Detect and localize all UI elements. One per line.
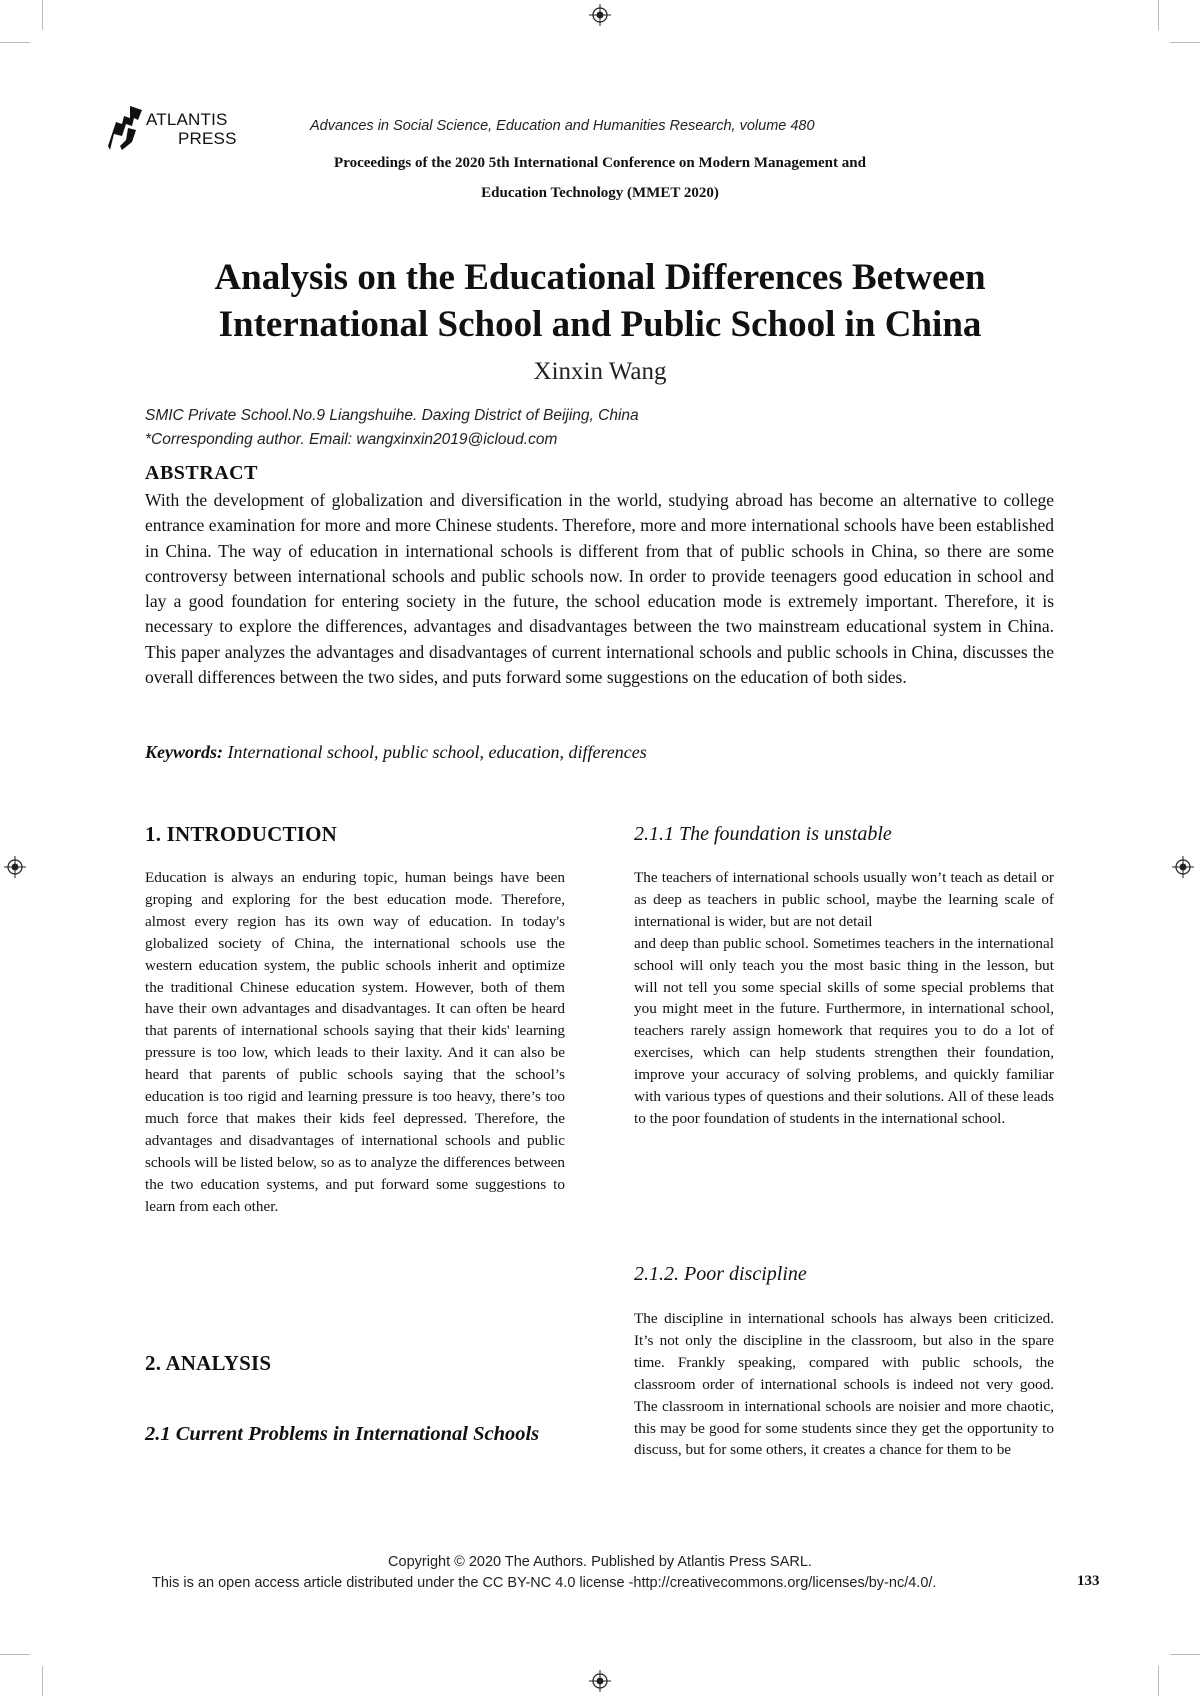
author-name: Xinxin Wang	[533, 358, 667, 385]
section-2-1-heading: 2.1 Current Problems in International Schools	[145, 1423, 540, 1445]
section-2-1-1-text-b: and deep than public school. Sometimes teachers in the international school will only teach you the most basic thing in the lesson, but will not tell you some special skills of some special problems that you might meet in the future. Furthermore, in international school, teachers rarely assign homework that requires you to do a lot of exercises, which can help students strengthen their foundation, improve your accuracy of solving problems, and quickly familiar with various types of questions and their solutions. All of these leads to the poor foundation of students in the international school.	[634, 934, 1054, 1127]
registration-mark-icon	[1172, 856, 1194, 878]
publisher-logo	[108, 104, 248, 154]
crop-mark	[0, 1654, 30, 1655]
logo-wordmark	[146, 110, 237, 148]
intro-text: Education is always an enduring topic, human beings have been groping and exploring for the best education mode. Therefore, almost every region has its own way of education. In today's globalized society of China, the international schools use the western education system, the public schools inherit and optimize the traditional Chinese education system. However, both of them have their own advantages and disadvantages. It can often be heard that parents of international schools saying that their kids' learning pressure is too low, which leads to their laxity. And it can also be heard that parents of public schools saying that the school’s education is too rigid and learning pressure is too heavy, there’s too much force that makes their kids feel depressed. Therefore, the advantages and disadvantages of international schools and public schools will be listed below, so as to analyze the differences between the two education systems, and put forward some suggestions to learn from each other.	[145, 869, 565, 1215]
keywords-list: International school, public school, education, differences	[223, 742, 647, 762]
keywords	[145, 742, 647, 763]
logo-line-2: PRESS	[178, 129, 237, 148]
abstract-heading: ABSTRACT	[145, 462, 258, 484]
section-2-1-1-heading: 2.1.1 The foundation is unstable	[634, 823, 892, 845]
crop-mark	[1170, 42, 1200, 43]
crop-mark	[42, 1666, 43, 1696]
corresponding-author: *Corresponding author. Email: wangxinxin2019@icloud.com	[145, 431, 558, 448]
section-2-1-1-text-a: The teachers of international schools usually won’t teach as detail or as deep as teachers in public school, maybe the learning scale of international is wider, but are not detail	[634, 869, 1054, 930]
affiliation-block	[145, 404, 639, 452]
crop-mark	[1158, 1666, 1159, 1696]
keywords-label: Keywords:	[145, 742, 223, 762]
registration-mark-icon	[589, 1670, 611, 1692]
logo-line-1: ATLANTIS	[146, 110, 228, 129]
abstract-text: With the development of globalization and diversification in the world, studying abroad has become an alternative to college entrance examination for more and more Chinese students. Therefore, more and more international schools have been established in China. The way of education in international schools is different from that of public schools in China, so there are some controversy between international schools and public schools now. In order to provide teenagers good education in school and lay a good foundation for entering society in the future, the school education mode is extremely important. Therefore, it is necessary to explore the differences, advantages and disadvantages between the two mainstream educational system in China. This paper analyzes the advantages and disadvantages of current international schools and public schools in China, discusses the overall differences between the two sides, and puts forward some suggestions on the education of both sides.	[145, 490, 1054, 688]
series-title: Advances in Social Science, Education and Humanities Research, volume 480	[310, 118, 815, 134]
license-line: This is an open access article distributed under the CC BY-NC 4.0 license -http://creativecommons.org/licenses/by-nc/4.0/.	[152, 1575, 937, 1591]
copyright-line: Copyright © 2020 The Authors. Published by Atlantis Press SARL.	[388, 1554, 812, 1570]
registration-mark-icon	[4, 856, 26, 878]
intro-heading: 1. INTRODUCTION	[145, 822, 338, 846]
section-2-1-1-text	[634, 867, 1054, 1130]
title-line-1: Analysis on the Educational Differences Between	[214, 257, 986, 298]
proceedings-title	[240, 148, 960, 208]
section-2-1-2-text: The discipline in international schools has always been criticized. It’s not only the discipline in the classroom, but also in the spare time. Frankly speaking, compared with public schools, the classroom order of international schools is indeed not very good. The classroom in international schools are noisier and more chaotic, this may be good for some students since they get the opportunity to discuss, but for some others, it creates a chance for them to be	[634, 1310, 1054, 1459]
crop-mark	[1158, 0, 1159, 30]
paper-title	[100, 254, 1100, 348]
proceedings-line-1: Proceedings of the 2020 5th International Conference on Modern Management and	[334, 155, 866, 171]
crop-mark	[0, 42, 30, 43]
atlantis-sail-icon	[108, 106, 144, 150]
page-number: 133	[1077, 1573, 1100, 1589]
crop-mark	[42, 0, 43, 30]
title-line-2: International School and Public School in China	[218, 304, 982, 345]
registration-mark-icon	[589, 4, 611, 26]
proceedings-line-2: Education Technology (MMET 2020)	[481, 185, 719, 201]
analysis-heading: 2. ANALYSIS	[145, 1351, 272, 1375]
crop-mark	[1170, 1654, 1200, 1655]
section-2-1-2-heading: 2.1.2. Poor discipline	[634, 1263, 807, 1285]
affiliation: SMIC Private School.No.9 Liangshuihe. Daxing District of Beijing, China	[145, 407, 639, 424]
